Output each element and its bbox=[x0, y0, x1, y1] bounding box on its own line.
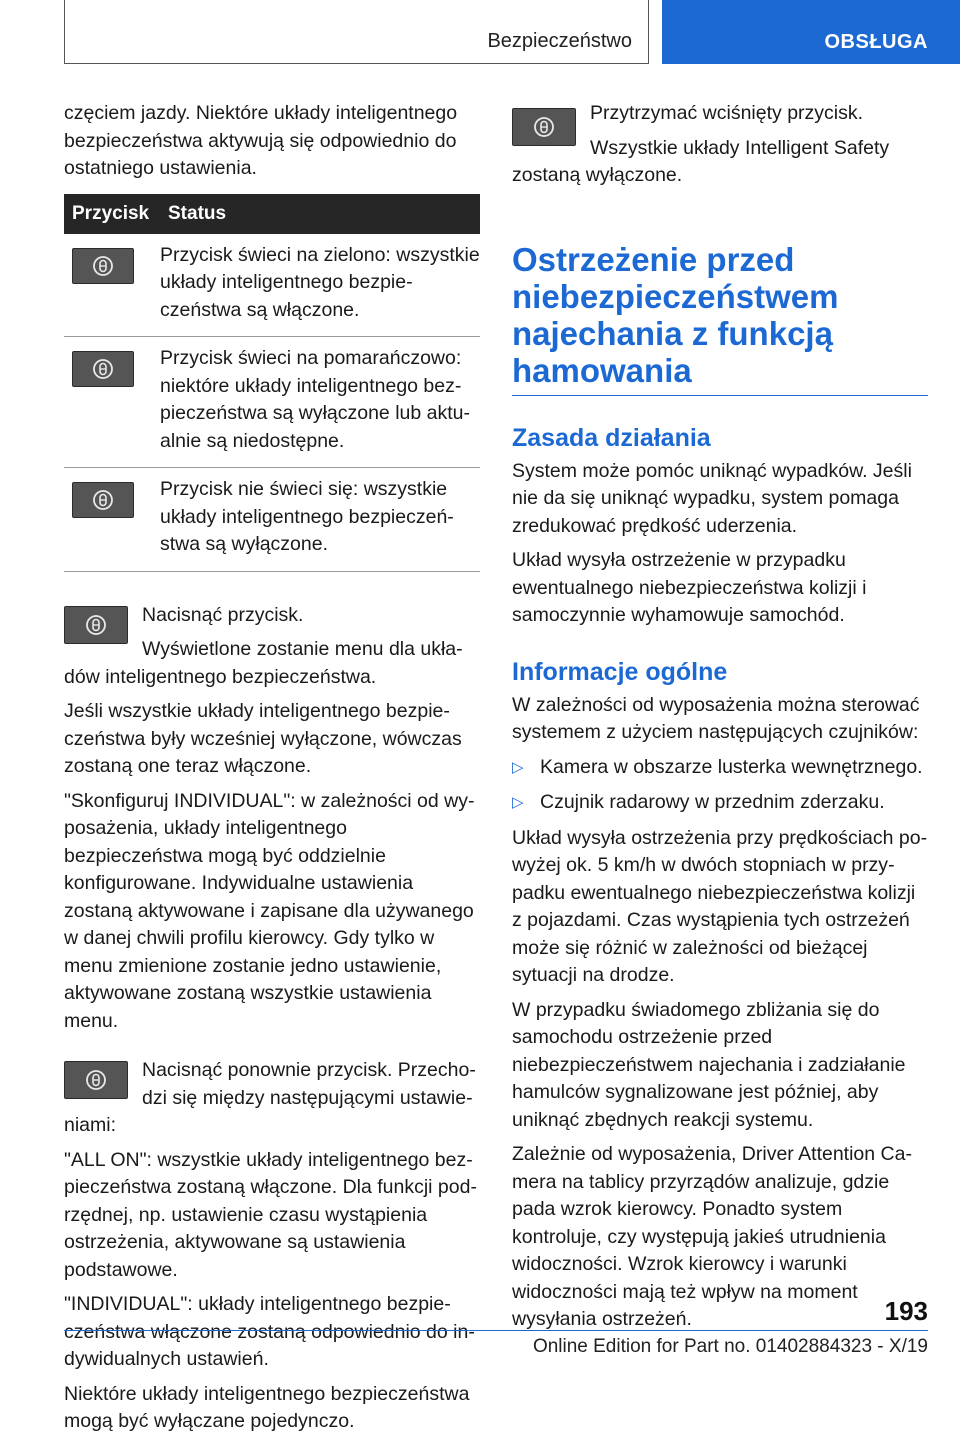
safety-button-icon bbox=[72, 351, 134, 387]
paragraph: Zależnie od wyposażenia, Driver Attention Camera na tablicy przyrządów analizuje, gdzie pada wzrok kierowcy. Ponadto system kontroluje, czy występują jakieś utrudnienia widoczności. Wzrok kierowcy i warunki widoczności mają też wpływ na moment wysyłania ostrzeżeń. bbox=[512, 1143, 912, 1330]
section-tab[interactable] bbox=[662, 0, 960, 64]
footer-divider bbox=[64, 1330, 928, 1331]
table-cell-status: Przycisk świeci na zielono: wszystkie układy inteligentnego bezpieczeństwa są włączone. bbox=[160, 234, 480, 337]
paragraph: "INDIVIDUAL": układy inteligentnego bezpieczeństwa włączone zostaną odpowiednio do indywidualnych ustawień. bbox=[64, 1293, 475, 1370]
chapter-title: Bezpieczeństwo bbox=[487, 30, 632, 52]
safety-button-icon bbox=[64, 606, 128, 644]
list-item-text: Kamera w obszarze lusterka wewnętrznego. bbox=[540, 755, 923, 778]
list-item bbox=[512, 754, 928, 782]
paragraph: Niektóre układy inteligentnego bezpieczeństwa mogą być wyłączane pojedynczo. bbox=[64, 1382, 470, 1432]
safety-button-icon bbox=[72, 482, 134, 518]
step-press-again: Nacisnąć ponownie przycisk. Przechodzi się między następującymi ustawieniami: bbox=[64, 1059, 476, 1136]
paragraph: W przypadku świadomego zbliżania się do samochodu ostrzeżenie przed niebezpieczeństwem najechania i zadziałanie hamulców sygnalizowane jest później, aby uniknąć zbędnych reakcji systemu. bbox=[512, 998, 906, 1131]
right-column bbox=[512, 100, 928, 1341]
paragraph: Układ wysyła ostrzeżenie w przypadku ewentualnego niebezpieczeństwa kolizji i samoczynnie wyhamowuje samochód. bbox=[512, 549, 867, 626]
paragraph: "ALL ON": wszystkie układy inteligentnego bezpieczeństwa zostaną włączone. Dla funkcji podrzędnej, np. ustawienie czasu wystąpienia ostrzeżenia, aktywowane są ustawienia podstawowe. bbox=[64, 1148, 477, 1281]
paragraph: Układ wysyła ostrzeżenia przy prędkościach powyżej ok. 5 km/h w dwóch stopniach w przypadku ewentualnego niebezpieczeństwa kolizji z pojazdami. Czas wystąpienia tych ostrzeżeń może się różnić w zależności od bieżącej sytuacji na drodze. bbox=[512, 826, 928, 986]
triangle-bullet-icon: ▷ bbox=[512, 758, 524, 776]
paragraph: Jeśli wszystkie układy inteligentnego bezpieczeństwa były wcześniej wyłączone, wówczas zostaną one teraz włączone. bbox=[64, 700, 462, 777]
table-row bbox=[64, 468, 480, 572]
header-chapter-box bbox=[64, 0, 649, 64]
paragraph: System może pomóc uniknąć wypadków. Jeśli nie da się uniknąć wypadku, system pomaga zredukować prędkość uderzenia. bbox=[512, 459, 912, 537]
intro-paragraph: częciem jazdy. Niektóre układy inteligentnego bezpieczeństwa aktywują się odpowiednio do ostatniego ustawienia. bbox=[64, 102, 458, 179]
section-tab-label: OBSŁUGA bbox=[824, 31, 928, 53]
table-header-button: Przycisk bbox=[64, 194, 160, 234]
edition-label: Online Edition for Part no. 01402884323 - X/19 bbox=[532, 1336, 928, 1357]
table-cell-status: Przycisk świeci na pomarańczowo: niektóre układy inteligentnego bezpieczeństwa są wyłączone lub aktualnie są niedostępne. bbox=[160, 337, 480, 468]
safety-button-icon bbox=[512, 108, 576, 146]
step-menu-shown: Wyświetlone zostanie menu dla układów inteligentnego bezpieczeństwa. bbox=[64, 638, 463, 688]
step-hold-button: Przytrzymać wciśnięty przycisk. bbox=[590, 102, 864, 124]
table-row bbox=[64, 337, 480, 468]
paragraph: W zależności od wyposażenia można sterować systemem z użyciem następujących czujników: bbox=[512, 693, 920, 743]
triangle-bullet-icon: ▷ bbox=[512, 794, 524, 811]
safety-button-icon bbox=[72, 248, 134, 284]
page-number: 193 bbox=[884, 1296, 928, 1326]
list-item bbox=[512, 789, 928, 817]
status-table bbox=[64, 194, 480, 572]
subsection-title: Informacje ogólne bbox=[512, 657, 728, 686]
paragraph: "Skonfiguruj INDIVIDUAL": w zależności od wyposażenia, układy inteligentnego bezpieczeństwa mogą być oddzielnie konfigurowane. Indywidualne ustawienia zostaną aktywowane i zapisane dla używanego w danej chwili profilu kierowcy. Gdy tylko w menu zmienione zostanie jedno ustawienie, aktywowane zostaną wszystkie ustawienia menu. bbox=[64, 789, 475, 1032]
table-row bbox=[64, 234, 480, 337]
subsection-title: Zasada działania bbox=[512, 423, 711, 452]
section-title: Ostrzeżenie przed niebezpieczeństwem najechania z funkcją hamowania bbox=[512, 241, 928, 396]
list-item-text: Czujnik radarowy w przednim zderzaku. bbox=[540, 791, 885, 813]
safety-button-icon bbox=[64, 1061, 128, 1099]
table-cell-status: Przycisk nie świeci się: wszystkie układy inteligentnego bezpieczeństwa są wyłączone. bbox=[160, 468, 480, 572]
step-all-off: Wszystkie układy Intelligent Safety zostaną wyłączone. bbox=[512, 136, 890, 186]
left-column bbox=[64, 100, 480, 1443]
step-press-button: Nacisnąć przycisk. bbox=[142, 603, 304, 626]
table-header-status: Status bbox=[160, 194, 480, 234]
